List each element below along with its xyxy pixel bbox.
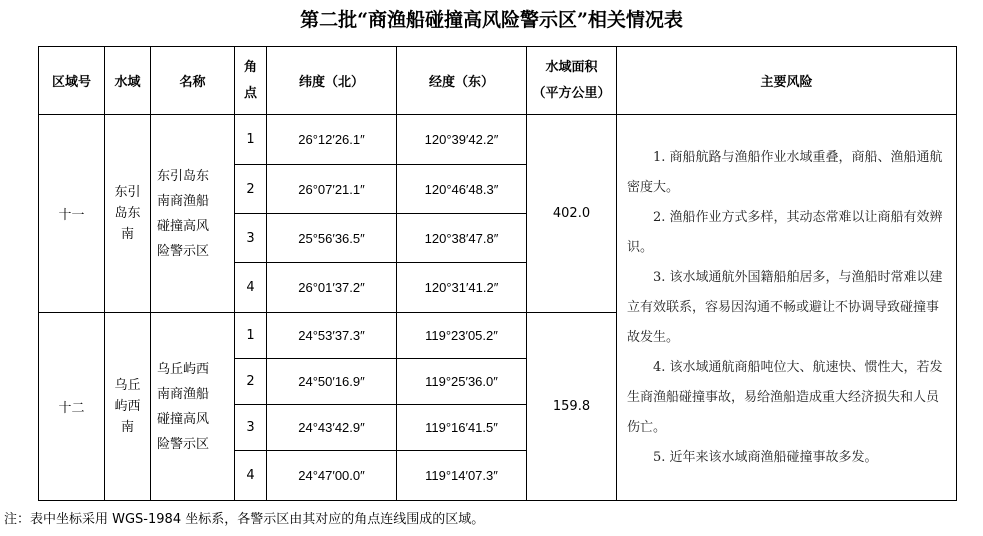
risk-item: 4. 该水域通航商船吨位大、航速快、惯性大，若发生商渔船碰撞事故，易给渔船造成重大经济损失和人员伤亡。 bbox=[627, 359, 943, 435]
area-cell: 159.8 bbox=[527, 313, 617, 501]
longitude-cell: 119°23′05.2″ bbox=[397, 313, 527, 359]
header-region-no: 区域号 bbox=[39, 47, 105, 115]
water-cell: 乌丘 屿西 南 bbox=[105, 313, 151, 501]
longitude-cell: 119°16′41.5″ bbox=[397, 405, 527, 451]
longitude-cell: 120°46′48.3″ bbox=[397, 165, 527, 214]
area-cell: 402.0 bbox=[527, 115, 617, 313]
risk-cell bbox=[617, 115, 957, 501]
header-water: 水域 bbox=[105, 47, 151, 115]
header-latitude: 纬度（北） bbox=[267, 47, 397, 115]
corner-id: 3 bbox=[235, 405, 267, 451]
header-area-line2: （平方公里） bbox=[532, 85, 611, 101]
corner-id: 3 bbox=[235, 214, 267, 263]
header-corner-line2: 点 bbox=[243, 85, 257, 101]
latitude-cell: 24°47′00.0″ bbox=[267, 451, 397, 501]
longitude-cell: 119°14′07.3″ bbox=[397, 451, 527, 501]
zone-name-cell: 乌丘屿西 南商渔船 碰撞高风 险警示区 bbox=[151, 313, 235, 501]
zone-name-cell: 东引岛东 南商渔船 碰撞高风 险警示区 bbox=[151, 115, 235, 313]
latitude-cell: 26°01′37.2″ bbox=[267, 263, 397, 313]
table-row bbox=[39, 115, 957, 165]
header-name: 名称 bbox=[151, 47, 235, 115]
region-no-cell: 十二 bbox=[39, 313, 105, 501]
latitude-cell: 24°43′42.9″ bbox=[267, 405, 397, 451]
latitude-cell: 24°53′37.3″ bbox=[267, 313, 397, 359]
water-cell: 东引 岛东 南 bbox=[105, 115, 151, 313]
risk-item: 5. 近年来该水域商渔船碰撞事故多发。 bbox=[653, 449, 878, 465]
header-area bbox=[527, 47, 617, 115]
latitude-cell: 26°12′26.1″ bbox=[267, 115, 397, 165]
corner-id: 2 bbox=[235, 359, 267, 405]
corner-id: 1 bbox=[235, 313, 267, 359]
footnote: 注：表中坐标采用 WGS-1984 坐标系，各警示区由其对应的角点连线围成的区域。 bbox=[4, 512, 485, 527]
header-row bbox=[39, 47, 957, 115]
header-risk: 主要风险 bbox=[617, 47, 957, 115]
corner-id: 4 bbox=[235, 451, 267, 501]
risk-item: 1. 商船航路与渔船作业水域重叠，商船、渔船通航密度大。 bbox=[627, 149, 943, 195]
latitude-cell: 25°56′36.5″ bbox=[267, 214, 397, 263]
longitude-cell: 120°31′41.2″ bbox=[397, 263, 527, 313]
risk-item: 2. 渔船作业方式多样，其动态常难以让商船有效辨识。 bbox=[627, 209, 943, 255]
corner-id: 1 bbox=[235, 115, 267, 165]
header-corner bbox=[235, 47, 267, 115]
corner-id: 4 bbox=[235, 263, 267, 313]
corner-id: 2 bbox=[235, 165, 267, 214]
longitude-cell: 119°25′36.0″ bbox=[397, 359, 527, 405]
latitude-cell: 26°07′21.1″ bbox=[267, 165, 397, 214]
latitude-cell: 24°50′16.9″ bbox=[267, 359, 397, 405]
longitude-cell: 120°39′42.2″ bbox=[397, 115, 527, 165]
warning-zone-table bbox=[38, 46, 957, 501]
longitude-cell: 120°38′47.8″ bbox=[397, 214, 527, 263]
risk-item: 3. 该水域通航外国籍船舶居多，与渔船时常难以建立有效联系，容易因沟通不畅或避让不协调导致碰撞事故发生。 bbox=[627, 269, 943, 345]
header-longitude: 经度（东） bbox=[397, 47, 527, 115]
header-corner-line1: 角 bbox=[243, 59, 257, 75]
table-title: 第二批“商渔船碰撞高风险警示区”相关情况表 bbox=[300, 9, 683, 31]
region-no-cell: 十一 bbox=[39, 115, 105, 313]
header-area-line1: 水域面积 bbox=[545, 59, 598, 75]
